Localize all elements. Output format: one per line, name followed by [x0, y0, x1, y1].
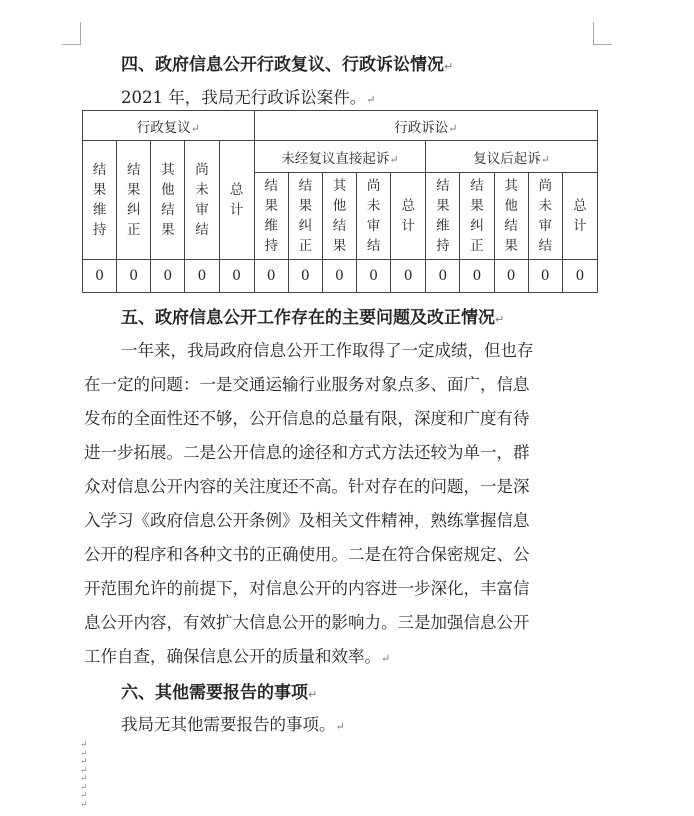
- col-review-other: 其 他 结 果: [151, 141, 185, 260]
- col-review-total: 总 计: [219, 141, 254, 260]
- col-direct-total: 总 计: [391, 173, 426, 260]
- col-direct-other: 其 他 结 果: [322, 173, 356, 260]
- cell-value: 0: [117, 260, 151, 293]
- body-line: 在一定的问题：一是交通运输行业服务对象点多、面广，信息: [84, 375, 530, 394]
- cell-value: 0: [426, 260, 460, 293]
- section-4-heading: 四、政府信息公开行政复议、行政诉讼情况↵: [121, 55, 454, 75]
- col-after-upheld: 结 果 维 持: [426, 173, 460, 260]
- section-6-body: 我局无其他需要报告的事项。↵: [121, 715, 345, 734]
- col-direct-pending: 尚 未 审 结: [357, 173, 391, 260]
- cell-value: 0: [357, 260, 391, 293]
- body-line: 众对信息公开内容的关注度还不高。针对存在的问题，一是深: [84, 477, 530, 496]
- cell-value: 0: [288, 260, 322, 293]
- header-admin-litigation: 行政诉讼↵: [254, 111, 597, 141]
- cell-value: 0: [460, 260, 494, 293]
- cell-value: 0: [322, 260, 356, 293]
- page-corner-mark-top-right: [593, 22, 612, 45]
- body-line: 公开的程序和各种文书的正确使用。二是在符合保密规定、公: [84, 545, 530, 564]
- cell-value: 0: [494, 260, 528, 293]
- body-line: 开范围允许的前提下，对信息公开的内容进一步深化，丰富信: [84, 579, 530, 598]
- cell-value: 0: [254, 260, 288, 293]
- col-review-upheld: 结 果 维 持: [83, 141, 117, 260]
- col-after-other: 其 他 结 果: [494, 173, 528, 260]
- col-review-corrected: 结 果 纠 正: [117, 141, 151, 260]
- cell-value: 0: [151, 260, 185, 293]
- cell-value: 0: [562, 260, 597, 293]
- col-review-pending: 尚 未 审 结: [185, 141, 219, 260]
- col-direct-corrected: 结 果 纠 正: [288, 173, 322, 260]
- section-4-body: 2021 年，我局无行政诉讼案件。↵: [121, 88, 376, 107]
- body-line: 息公开内容，有效扩大信息公开的影响力。三是加强信息公开: [84, 613, 530, 632]
- col-direct-upheld: 结 果 维 持: [254, 173, 288, 260]
- header-direct-suit: 未经复议直接起诉↵: [254, 141, 426, 173]
- col-after-pending: 尚 未 审 结: [528, 173, 562, 260]
- table-row: [83, 260, 598, 293]
- body-line-last: 工作自查，确保信息公开的质量和效率。↵: [84, 647, 391, 666]
- cell-value: 0: [391, 260, 426, 293]
- body-line: 一年来，我局政府信息公开工作取得了一定成绩，但也存: [121, 341, 534, 360]
- header-admin-review: 行政复议↵: [83, 111, 255, 141]
- body-line: 进一步拓展。二是公开信息的途径和方式方法还较为单一，群: [84, 443, 530, 462]
- body-line: 发布的全面性还不够，公开信息的总量有限，深度和广度有待: [84, 409, 530, 428]
- cell-value: 0: [528, 260, 562, 293]
- cell-value: 0: [83, 260, 117, 293]
- empty-paragraph-marks: ↵ ↵ ↵ ↵ ↵ ↵ ↵ ↵: [80, 740, 88, 810]
- body-line: 入学习《政府信息公开条例》及相关文件精神，熟练掌握信息: [84, 511, 530, 530]
- administrative-review-litigation-table: [82, 110, 598, 293]
- section-6-heading: 六、其他需要报告的事项↵: [121, 683, 318, 703]
- cell-value: 0: [185, 260, 219, 293]
- section-5-heading: 五、政府信息公开工作存在的主要问题及改正情况↵: [121, 308, 505, 328]
- col-after-corrected: 结 果 纠 正: [460, 173, 494, 260]
- col-after-total: 总 计: [562, 173, 597, 260]
- cell-value: 0: [219, 260, 254, 293]
- page-corner-mark-top-left: [62, 22, 81, 45]
- header-after-review: 复议后起诉↵: [426, 141, 598, 173]
